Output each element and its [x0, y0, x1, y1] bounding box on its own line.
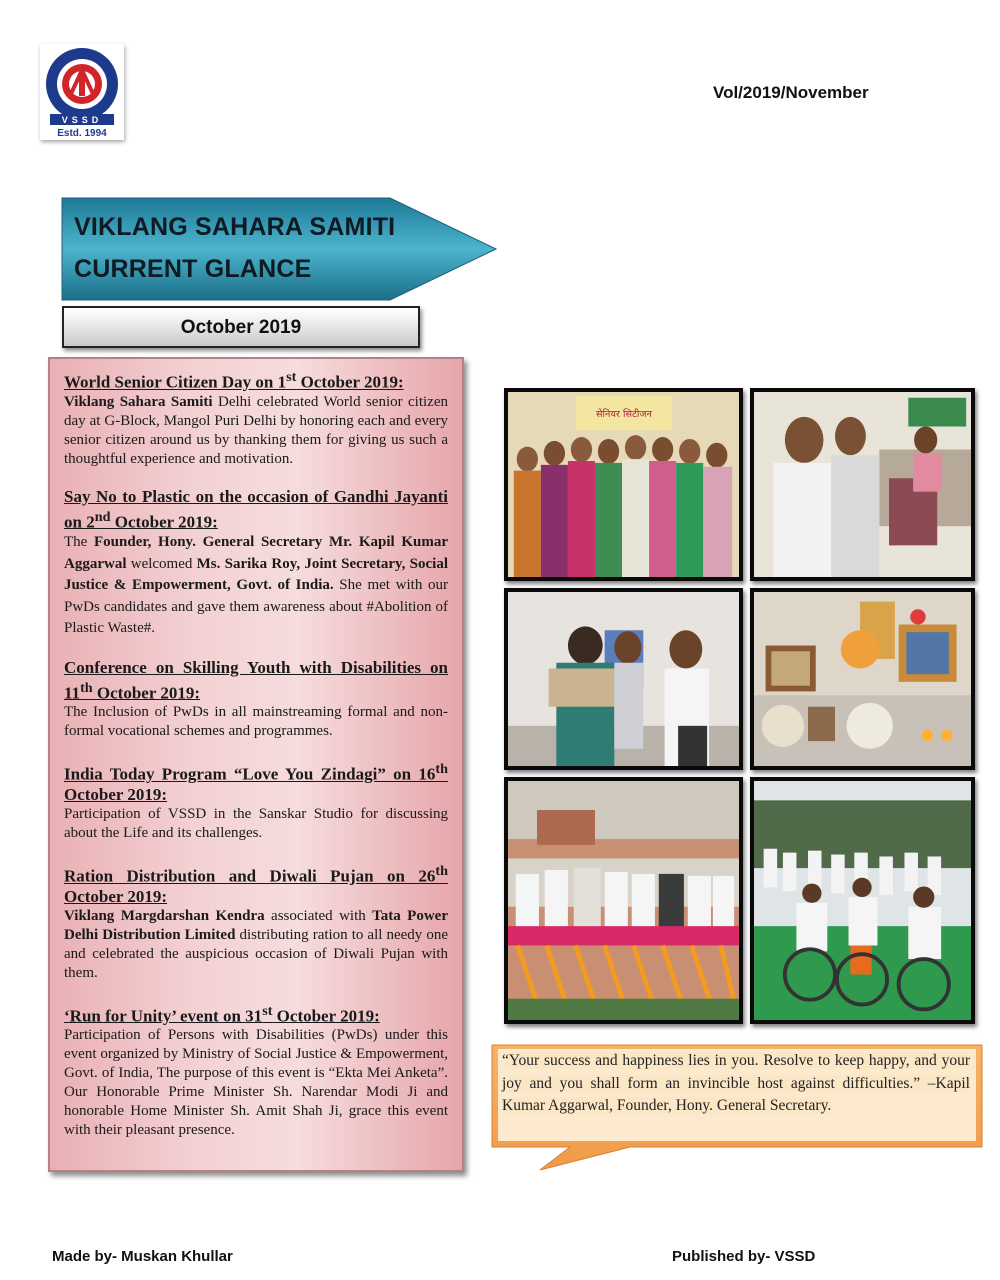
senior-citizens-group-photo — [504, 388, 743, 581]
event-body: The Inclusion of PwDs in all mainstreaming formal and non-formal vocational schemes and programmes. — [64, 704, 448, 740]
event-body: Viklang Sahara Samiti Delhi celebrated World senior citizen day at G-Block, Mangol Puri Delhi by honoring each and every senior citizen around us by thanking them for giving us such a thoughtful experience and motivation. — [64, 393, 448, 467]
event-body: Participation of VSSD in the Sanskar Studio for discussing about the Life and its challenges. — [64, 806, 448, 842]
logo-abbr: VSSD — [61, 115, 103, 125]
event-body: The Founder, Hony. General Secretary Mr. Kapil Kumar Aggarwal welcomed Ms. Sarika Roy, Joint Secretary, Social Justice & Empowerment, Govt. of India. She met with our PwDs candidates and gave them awareness about #Abolition of Plastic Waste#. — [64, 534, 449, 637]
event-title: Say No to Plastic on the occasion of Gandhi Jayanti on 2nd October 2019: — [64, 486, 448, 532]
event-title: India Today Program “Love You Zindagi” on 16th October 2019: — [64, 761, 448, 805]
event-title: ‘Run for Unity’ event on 31st October 2019: — [64, 1002, 380, 1026]
event-run-for-unity — [64, 1001, 448, 1141]
event-ration-diwali — [64, 861, 448, 983]
events-panel — [48, 357, 464, 1172]
month-label: October 2019 — [62, 306, 420, 348]
event-title: World Senior Citizen Day on 1st October 2019: — [64, 369, 404, 392]
vssd-logo-icon — [40, 44, 124, 140]
published-by-label: Published by- VSSD — [672, 1248, 816, 1265]
banner-title — [74, 206, 395, 290]
event-title: Conference on Skilling Youth with Disabilities on 11th October 2019: — [64, 657, 448, 703]
volume-label: Vol/2019/November — [713, 83, 869, 102]
event-love-you-zindagi — [64, 759, 448, 843]
logo-established: Estd. 1994 — [57, 128, 107, 139]
event-say-no-to-plastic — [64, 487, 448, 640]
quote-text: “Your success and happiness lies in you. Resolve to keep happy, and your joy and you shall form an invincible host against difficulties.” –Kapil Kumar Aggarwal, Founder, Hony. General Secretary. — [502, 1052, 970, 1114]
banner-line-2: CURRENT GLANCE — [74, 255, 312, 283]
event-title: Ration Distribution and Diwali Pujan on 26th October 2019: — [64, 863, 448, 906]
office-meeting-photo — [750, 388, 975, 581]
diwali-pujan-photo — [750, 588, 975, 770]
banner-line-1: VIKLANG SAHARA SAMITI — [74, 213, 396, 241]
made-by-label: Made by- Muskan Khullar — [52, 1248, 233, 1265]
wheelchair-run-photo — [750, 777, 975, 1024]
banner-sign: सेनियर सिटीजन — [596, 408, 652, 420]
event-body: Participation of Persons with Disabilities (PwDs) under this event organized by Ministry of Social Justice & Empowerment, Govt. of India, The purpose of this event is “Ekta Mei Anketa”. Our Honorable Prime Minister Sh. Narendar Modi Ji and honorable Home Minister Sh. Amit Shah Ji, grace this event with their pleasant presence. — [64, 1027, 448, 1139]
stage-dignitaries-photo — [504, 777, 743, 1024]
event-skilling-conference — [64, 658, 448, 742]
event-body: Viklang Margdarshan Kendra associated with Tata Power Delhi Distribution Limited distributing ration to all needy one and celebrated the auspicious occasion of Diwali Pujan with them. — [64, 907, 448, 981]
event-senior-citizen-day — [64, 367, 448, 469]
handshake-photo — [504, 588, 743, 770]
